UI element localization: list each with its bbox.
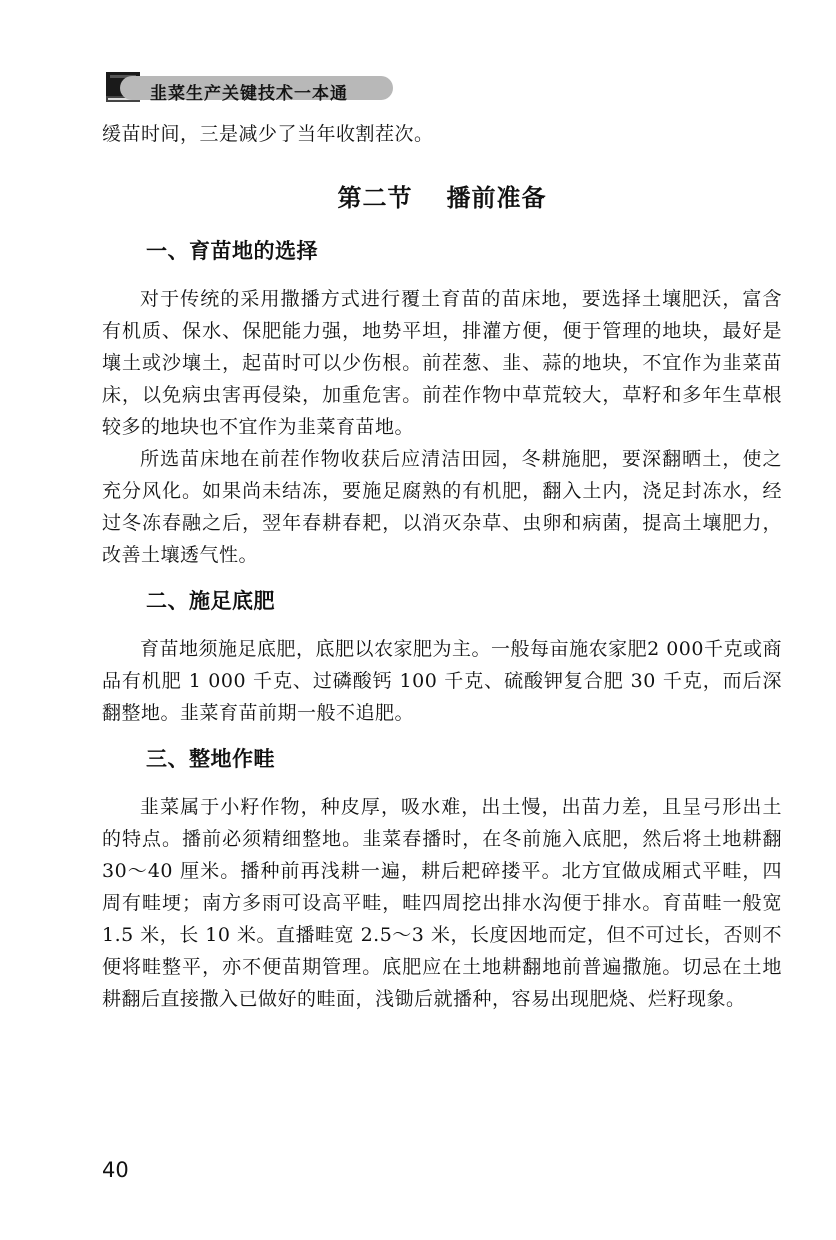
paragraph: 对于传统的采用撒播方式进行覆土育苗的苗床地，要选择土壤肥沃，富含有机质、保水、保肥能力强，地势平坦，排灌方便，便于管理的地块，最好是壤土或沙壤土，起苗时可以少伤根。前茬葱、韭、蒜的地块，不宜作为韭菜苗床，以免病虫害再侵染，加重危害。前茬作物中草荒较大，草籽和多年生草根较多的地块也不宜作为韭菜育苗地。: [102, 288, 782, 438]
continuation-text: 缓苗时间，三是减少了当年收割茬次。: [102, 123, 434, 145]
paragraph: 所选苗床地在前茬作物收获后应清洁田园，冬耕施肥，要深翻晒土，使之充分风化。如果尚未结冻，要施足腐熟的有机肥，翻入土内，浇足封冻水，经过冬冻春融之后，翌年春耕春耙，以消灭杂草、虫卵和病菌，提高土壤肥力，改善土壤透气性。: [102, 448, 782, 566]
section-name: 播前准备: [446, 184, 547, 212]
section-title: [102, 178, 782, 213]
paragraph: 育苗地须施足底肥，底肥以农家肥为主。一般每亩施农家肥2 000千克或商品有机肥 1 000 千克、过磷酸钙 100 千克、硫酸钾复合肥 30 千克，而后深翻整地。韭菜育苗前期一般不追肥。: [102, 638, 782, 724]
heading-2: 二、施足底肥: [146, 589, 275, 613]
running-header: [100, 70, 395, 104]
book-title: 韭菜生产关键技术一本通: [150, 84, 348, 104]
section-number: 第二节: [337, 184, 413, 212]
page-number: 40: [102, 1158, 129, 1182]
heading-1: 一、育苗地的选择: [146, 239, 318, 263]
paragraph: 韭菜属于小籽作物，种皮厚，吸水难，出土慢，出苗力差，且呈弓形出土的特点。播前必须精细整地。韭菜春播时，在冬前施入底肥，然后将土地耕翻 30～40 厘米。播种前再浅耕一遍，耕后耙碎搂平。北方宜做成厢式平畦，四周有畦埂；南方多雨可设高平畦，畦四周挖出排水沟便于排水。育苗畦一般宽 1.5 米，长 10 米。直播畦宽 2.5～3 米，长度因地而定，但不可过长，否则不便将畦整平，亦不便苗期管理。底肥应在土地耕翻地前普遍撒施。切忌在土地耕翻后直接撒入已做好的畦面，浅锄后就播种，容易出现肥烧、烂籽现象。: [102, 796, 782, 1010]
heading-3: 三、整地作畦: [146, 747, 275, 771]
page-content: [102, 118, 782, 1015]
